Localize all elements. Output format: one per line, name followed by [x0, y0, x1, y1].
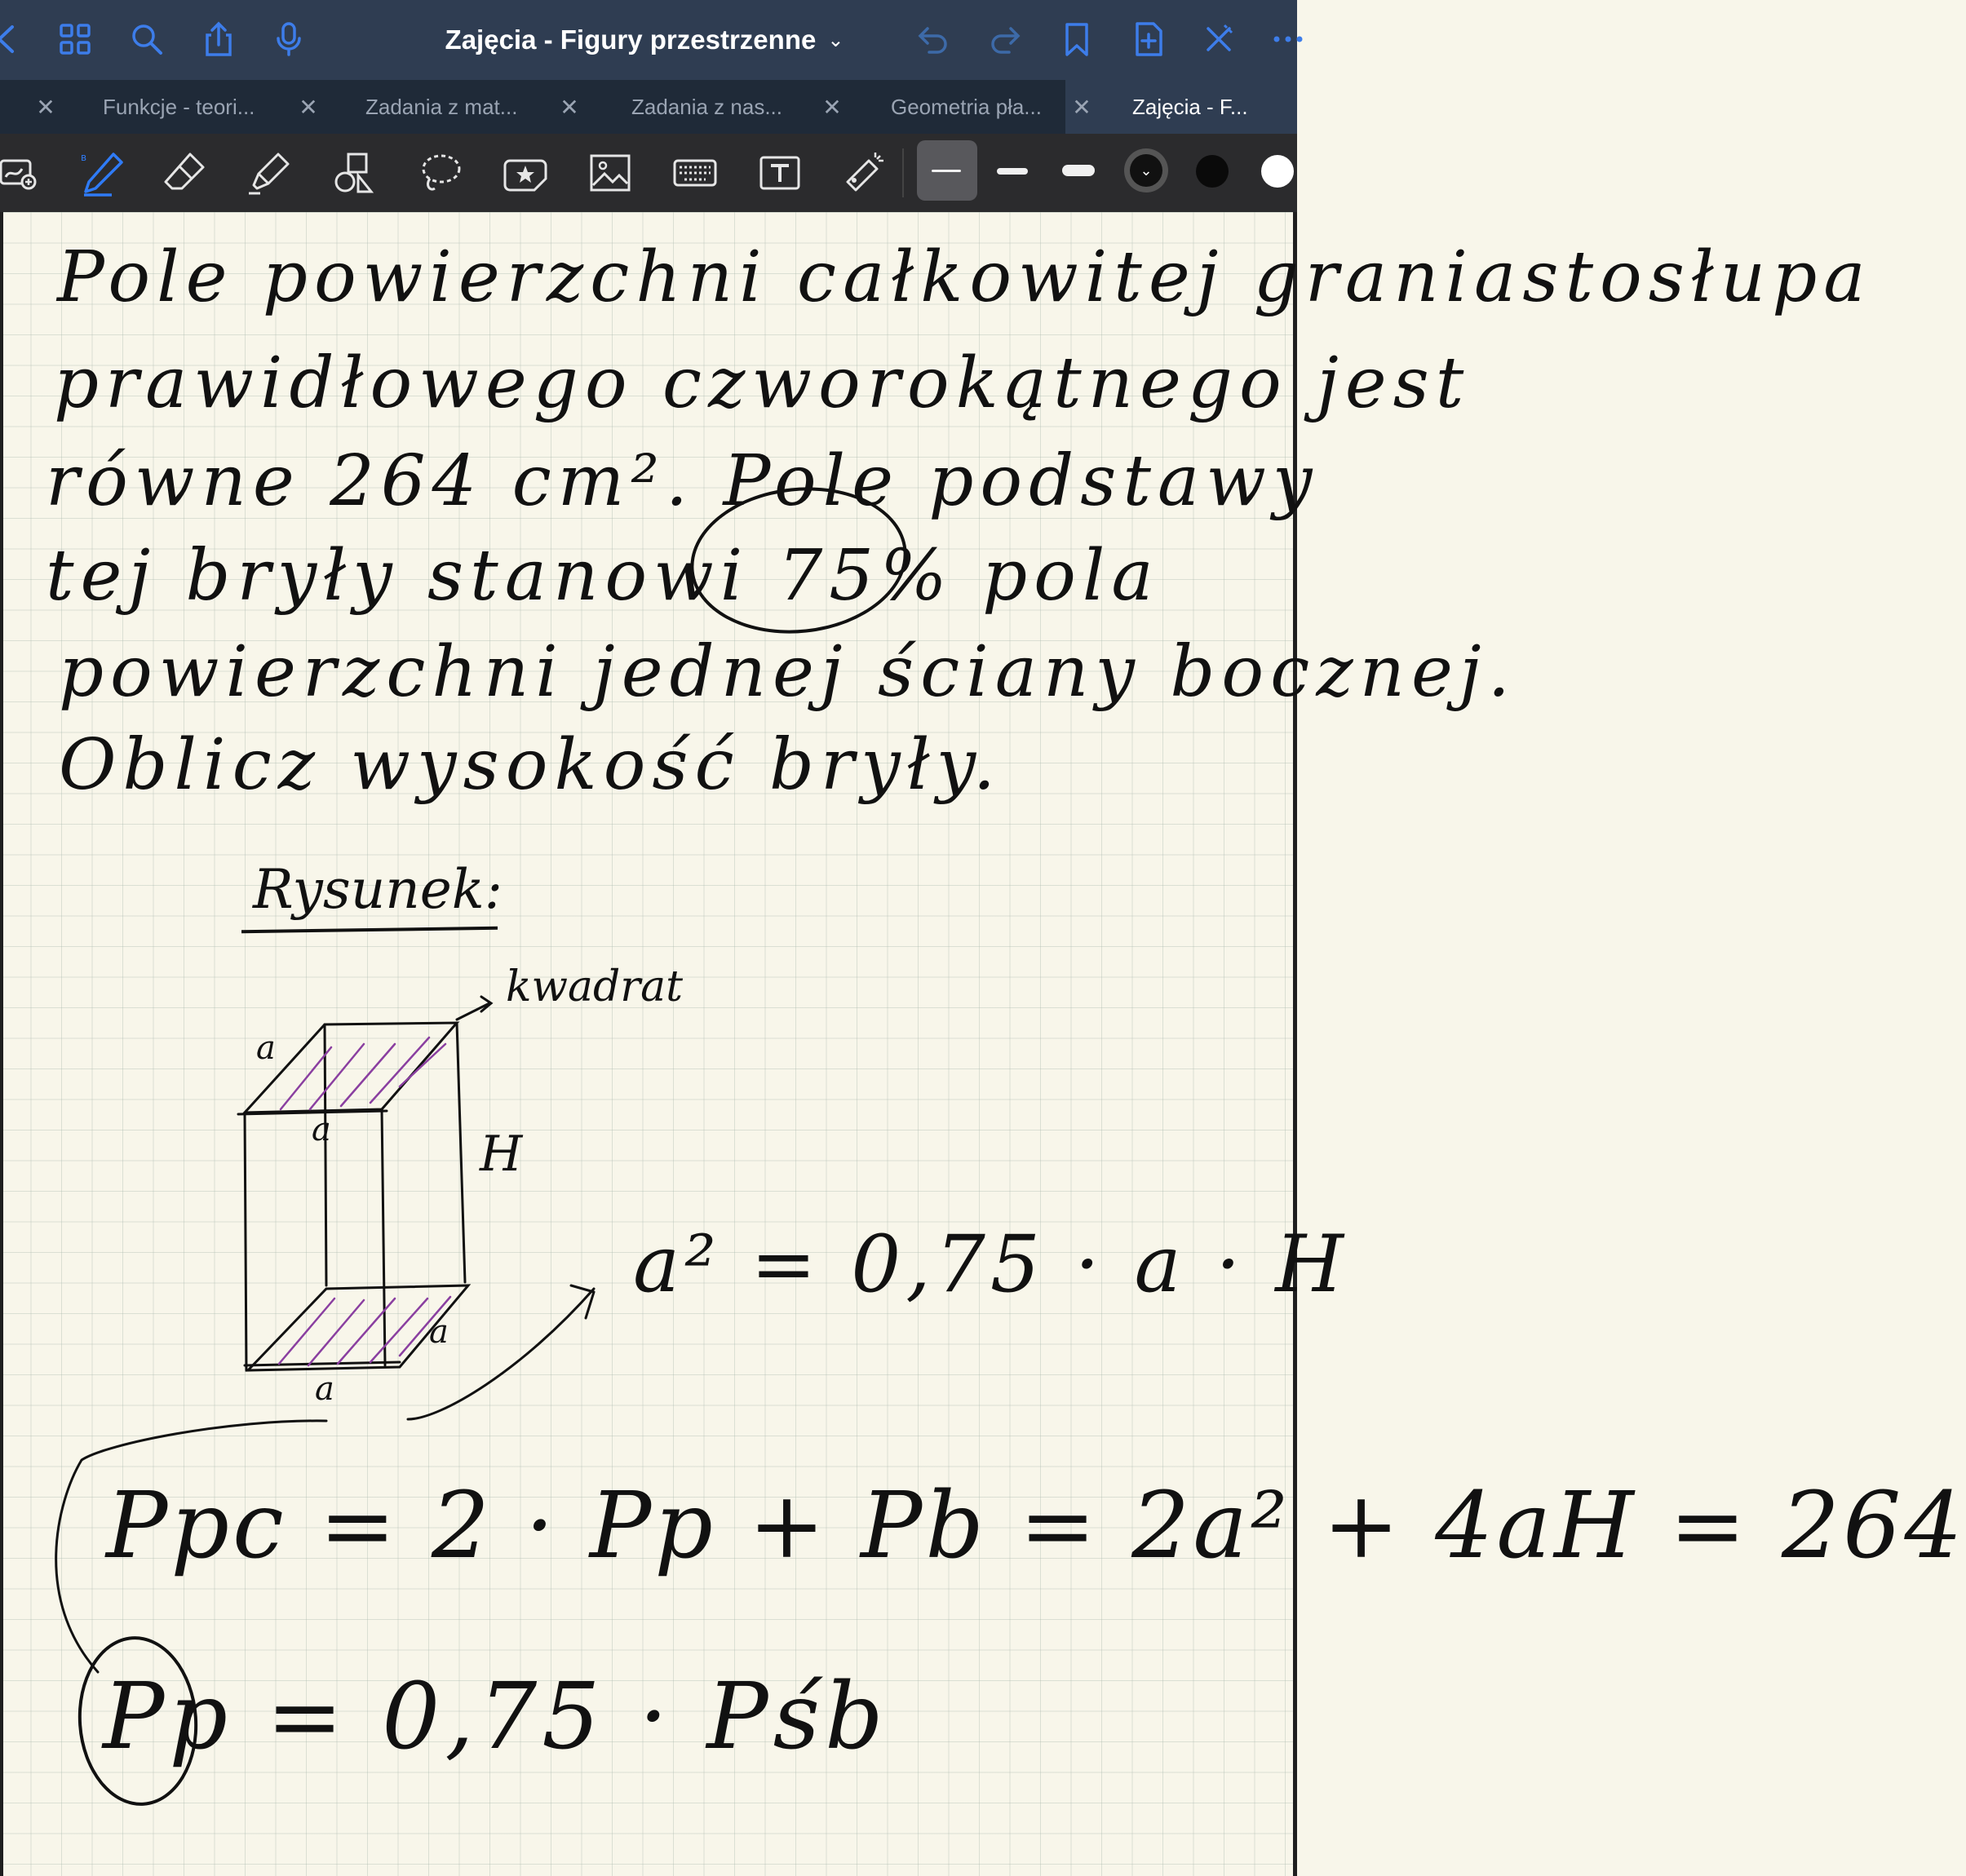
close-tab-icon[interactable]: ✕: [299, 94, 318, 120]
close-tab-icon[interactable]: ✕: [560, 94, 579, 120]
shapes-icon[interactable]: [326, 145, 382, 201]
equation-ppc: Ppc = 2 · Pp + Pb = 2a² + 4aH = 264: [106, 1473, 1966, 1579]
pen-icon[interactable]: [75, 145, 131, 201]
tab-bar: [0, 80, 1297, 134]
color-black-swatch[interactable]: [1196, 155, 1229, 188]
stroke-thick-icon[interactable]: [1062, 165, 1095, 176]
tab-label[interactable]: Geometria pła...: [891, 94, 1042, 119]
stroke-medium-icon[interactable]: [997, 168, 1028, 175]
toolbar-divider: [902, 148, 904, 197]
label-a-front: a: [312, 1111, 331, 1148]
chevron-down-icon[interactable]: ⌄: [827, 29, 844, 51]
label-kwadrat: kwadrat: [506, 962, 684, 1011]
laser-pointer-icon[interactable]: [835, 145, 891, 201]
drawing-toolbar: [0, 134, 1297, 212]
label-a-top: a: [256, 1029, 276, 1067]
color-white-swatch[interactable]: [1261, 155, 1294, 188]
svg-text:ʙ: ʙ: [81, 152, 86, 163]
canvas-edge: [0, 212, 3, 1876]
color-black-selected[interactable]: [1124, 148, 1168, 192]
close-icon[interactable]: [1196, 16, 1242, 62]
document-title[interactable]: [392, 18, 897, 62]
tab-label[interactable]: Zadania z mat...: [365, 94, 518, 119]
lasso-icon[interactable]: [413, 145, 468, 201]
more-icon[interactable]: [1266, 16, 1312, 62]
note-line-6: Oblicz wysokość bryły.: [59, 724, 1003, 806]
chevron-down-icon: ⌄: [1130, 154, 1162, 187]
close-tab-icon[interactable]: ✕: [822, 94, 842, 120]
label-a-right: a: [429, 1313, 449, 1351]
document-title-text[interactable]: Zajęcia - Figury przestrzenne: [445, 24, 817, 55]
highlighter-icon[interactable]: [241, 145, 297, 201]
lasso-zoom-icon[interactable]: [0, 145, 47, 201]
note-line-3: równe 264 cm². Pole podstawy: [46, 440, 1319, 522]
drawing-title: Rysunek:: [253, 858, 503, 921]
eraser-icon[interactable]: [157, 145, 212, 201]
text-icon[interactable]: [752, 145, 808, 201]
image-icon[interactable]: [582, 145, 638, 201]
redo-icon[interactable]: [982, 16, 1028, 62]
equation-pp: Pp = 0,75 · Pśb: [103, 1664, 888, 1770]
note-line-2: prawidłowego czworokątnego jest: [54, 343, 1471, 424]
top-bar: [0, 0, 1297, 80]
note-line-4: tej bryły stanowi 75% pola: [46, 535, 1160, 617]
share-icon[interactable]: [196, 16, 241, 62]
equation-a-squared: a² = 0,75 · a · H: [633, 1219, 1348, 1310]
tab-label[interactable]: Funkcje - teori...: [103, 94, 255, 119]
tab-label[interactable]: Zadania z nas...: [631, 94, 782, 119]
close-tab-icon[interactable]: ✕: [1072, 94, 1091, 120]
tab-zadania-nas[interactable]: [553, 80, 822, 134]
tab-zajecia-active[interactable]: [1065, 80, 1297, 134]
tab-label[interactable]: Zajęcia - F...: [1132, 94, 1248, 119]
grid-icon[interactable]: [52, 16, 98, 62]
bookmark-icon[interactable]: [1054, 16, 1100, 62]
stroke-thin-icon[interactable]: [932, 170, 961, 172]
tab-zadania-mat[interactable]: [292, 80, 561, 134]
label-a-bottom: a: [315, 1370, 334, 1408]
undo-icon[interactable]: [910, 16, 956, 62]
search-icon[interactable]: [124, 16, 170, 62]
mic-icon[interactable]: [266, 16, 312, 62]
label-H: H: [480, 1126, 523, 1183]
tab-funkcje[interactable]: [29, 80, 299, 134]
keyboard-icon[interactable]: [667, 145, 723, 201]
tab-geometria[interactable]: [816, 80, 1085, 134]
back-icon[interactable]: [0, 16, 29, 62]
note-line-1: Pole powierzchni całkowitej graniastosłupa: [57, 237, 1872, 318]
add-page-icon[interactable]: [1126, 16, 1171, 62]
close-tab-icon[interactable]: ✕: [36, 94, 55, 120]
sticker-icon[interactable]: [498, 145, 553, 201]
note-line-5: powierzchni jednej ściany bocznej.: [59, 631, 1517, 713]
